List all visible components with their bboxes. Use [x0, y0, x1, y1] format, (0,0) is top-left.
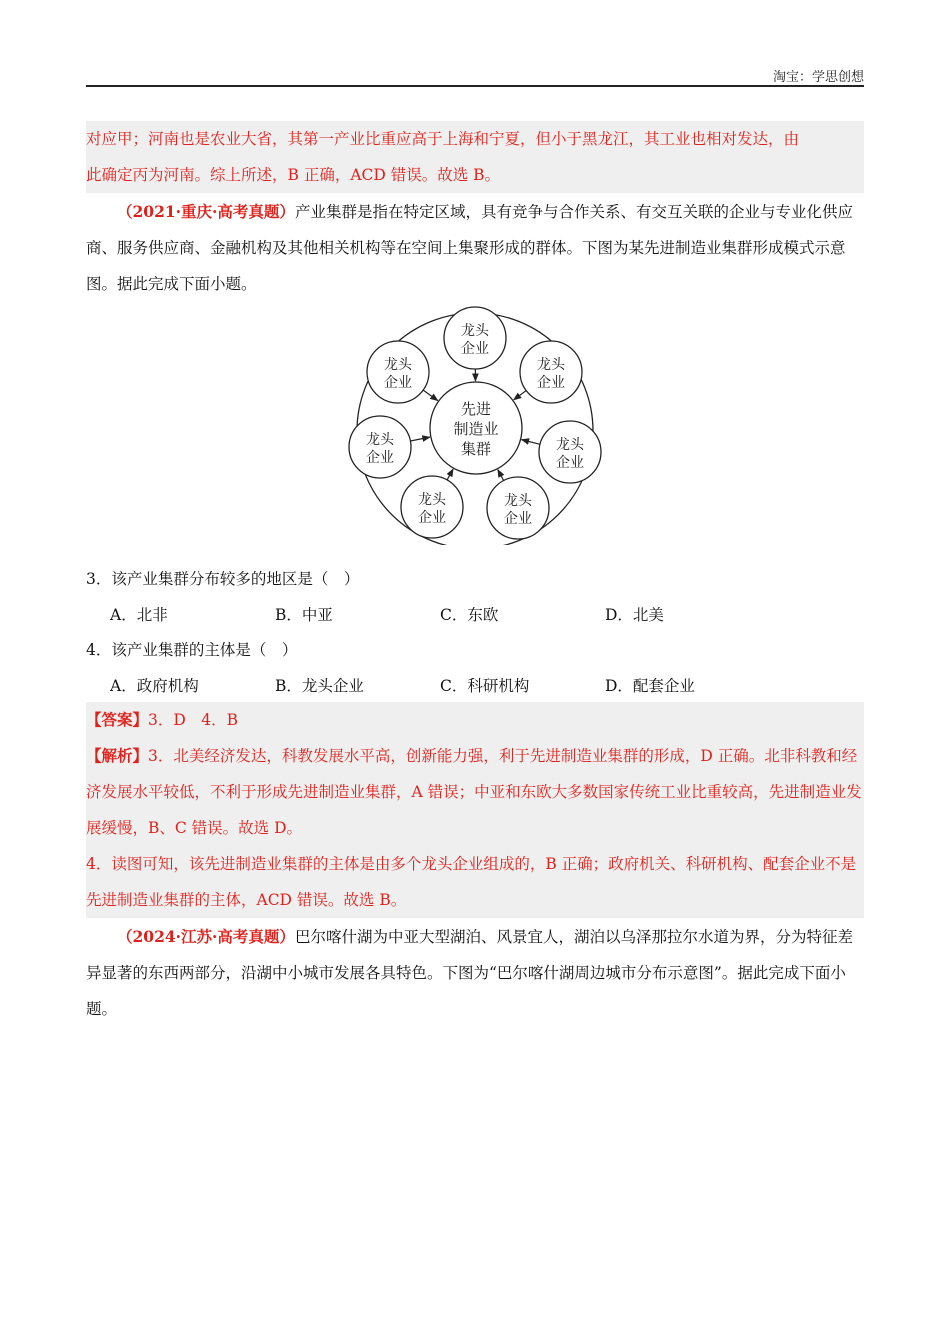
passage-2-text: 巴尔喀什湖为中亚大型湖泊、风景宜人，湖泊以乌泽那拉尔水道为界，分为特征差异显著的东西两部分，沿湖中小城市发展各具特色。下图为“巴尔喀什湖周边城市分布示意图”。据此完成下面小题。 — [86, 928, 853, 1018]
node-label-line-1: 龙头 — [418, 492, 446, 508]
passage-1 — [86, 194, 864, 302]
answer-text: 3．D 4．B — [148, 711, 239, 729]
question-4 — [86, 632, 864, 704]
node-label-line-2: 企业 — [461, 341, 489, 357]
node-label-line-2: 企业 — [537, 375, 565, 391]
arrow-2 — [423, 390, 438, 401]
q4-options — [86, 668, 864, 704]
prev-analysis-line-2: 此确定丙为河南。综上所述，B 正确，ACD 错误。故选 B。 — [86, 166, 501, 184]
leading-enterprise-node-1 — [444, 307, 506, 369]
node-label-line-2: 企业 — [366, 450, 394, 466]
node-label-line-2: 企业 — [384, 375, 412, 391]
arrow-7 — [498, 470, 504, 481]
q3-option-d: D．北美 — [605, 606, 664, 624]
cluster-diagram — [340, 300, 610, 545]
passage-1-text: 产业集群是指在特定区域，具有竞争与合作关系、有交互关联的企业与专业化供应商、服务供应商、金融机构及其他相关机构等在空间上集聚形成的群体。下图为某先进制造业集群形成模式示意图。据此完成下面小题。 — [86, 203, 853, 293]
q4-option-c: C．科研机构 — [440, 677, 530, 695]
q3-options — [86, 597, 864, 633]
q3-option-a: A．北非 — [110, 606, 168, 624]
q4-option-a: A．政府机构 — [110, 677, 199, 695]
node-label-line-1: 龙头 — [504, 493, 532, 509]
center-label-2: 制造业 — [453, 420, 499, 438]
analysis-label: 【解析】 — [86, 746, 149, 765]
leading-enterprise-node-4 — [349, 416, 411, 478]
leading-enterprise-node-5 — [539, 421, 601, 483]
node-label-line-1: 龙头 — [384, 357, 412, 373]
question-3 — [86, 561, 864, 633]
answer-analysis — [86, 702, 864, 918]
header-rule — [86, 85, 864, 87]
node-label-line-1: 龙头 — [461, 323, 489, 339]
passage-2 — [86, 919, 864, 1027]
node-label-line-2: 企业 — [418, 510, 446, 526]
passage-2-source: （2024·江苏·高考真题） — [117, 927, 295, 946]
q4-option-b: B．龙头企业 — [275, 677, 364, 695]
arrow-6 — [447, 469, 453, 480]
arrow-4 — [410, 437, 429, 441]
q3-option-b: B．中亚 — [275, 606, 333, 624]
prev-analysis — [86, 121, 864, 193]
q4-option-d: D．配套企业 — [605, 677, 695, 695]
header-text: 淘宝：学思创想 — [772, 70, 864, 85]
leading-enterprise-node-3 — [520, 341, 582, 403]
leading-enterprise-node-2 — [367, 341, 429, 403]
analysis-p2: 4．读图可知，该先进制造业集群的主体是由多个龙头企业组成的，B 正确；政府机关、科研机构、配套企业不是先进制造业集群的主体，ACD 错误。故选 B。 — [86, 855, 857, 909]
node-label-line-1: 龙头 — [537, 357, 565, 373]
analysis-p1: 3．北美经济发达，科教发展水平高，创新能力强，利于先进制造业集群的形成，D 正确。北非科教和经济发展水平较低，不利于形成先进制造业集群，A 错误；中亚和东欧大多数国家传统工业比重较高，先进制造业发展缓慢，B、C 错误。故选 D。 — [86, 747, 862, 837]
prev-analysis-line-1: 对应甲；河南也是农业大省，其第一产业比重应高于上海和宁夏，但小于黑龙江，其工业也相对发达，由 — [86, 130, 800, 148]
leading-enterprise-node-7 — [487, 477, 549, 539]
arrow-5 — [522, 440, 540, 445]
center-label-3: 集群 — [460, 440, 492, 458]
q4-stem: 4．该产业集群的主体是（ ） — [86, 641, 298, 659]
node-label-line-2: 企业 — [504, 511, 532, 527]
q3-option-c: C．东欧 — [440, 606, 499, 624]
node-label-line-1: 龙头 — [556, 437, 584, 453]
passage-1-source: （2021·重庆·高考真题） — [117, 202, 295, 221]
arrow-3 — [514, 391, 527, 400]
center-node — [430, 382, 522, 474]
leading-enterprise-node-6 — [401, 476, 463, 538]
q3-stem: 3．该产业集群分布较多的地区是（ ） — [86, 570, 360, 588]
center-label-1: 先进 — [460, 400, 492, 418]
node-label-line-2: 企业 — [556, 455, 584, 471]
answer-label: 【答案】 — [86, 710, 149, 729]
node-label-line-1: 龙头 — [366, 432, 394, 448]
